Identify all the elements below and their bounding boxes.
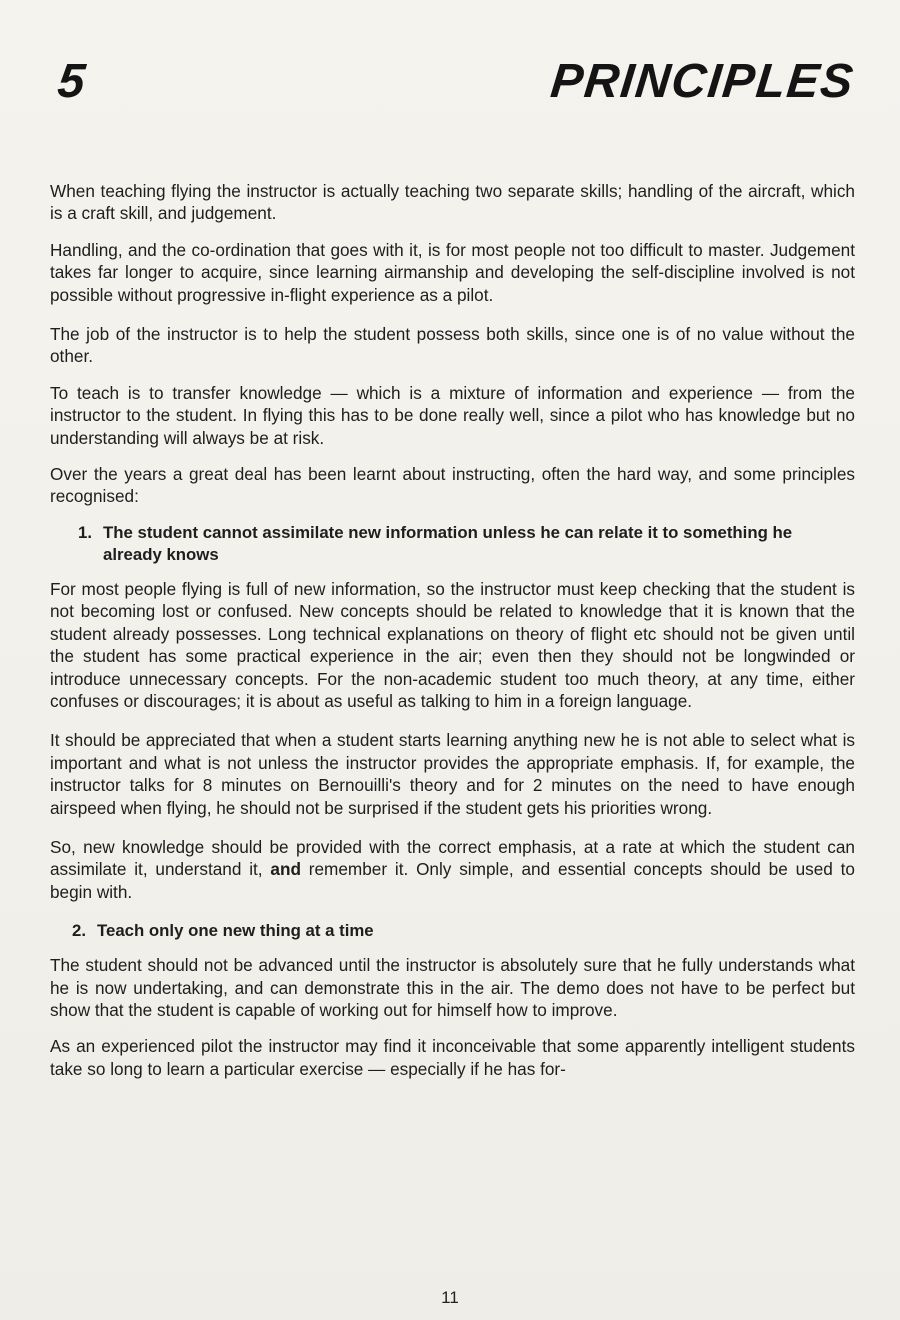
section-number: 1. <box>78 522 92 542</box>
section-heading-text: The student cannot assimilate new information unless he can relate it to something he already knows <box>103 522 793 564</box>
paragraph: Handling, and the co-ordination that goes with it, is for most people not too difficult to master. Judgement takes far longer to acquire, since learning airmanship and developing the self-discipline involved is not possible without progressive in-flight experience as a pilot. <box>50 239 855 305</box>
paragraph: The student should not be advanced until the instructor is absolutely sure that he fully understands what he is now undertaking, and can demonstrate this in the air. The demo does not have to be perfect but show that the student is capable of working out for himself how to improve. <box>50 955 855 1020</box>
paragraph <box>50 836 855 903</box>
chapter-title: PRINCIPLES <box>548 55 857 108</box>
section-heading-text: Teach only one new thing at a time <box>97 921 374 941</box>
page-number: 11 <box>441 1288 459 1307</box>
section-2-heading <box>72 920 855 942</box>
body-text <box>50 180 855 1094</box>
paragraph: Over the years a great deal has been learnt about instructing, often the hard way, and some principles recognised: <box>50 464 855 507</box>
paragraph: When teaching flying the instructor is actually teaching two separate skills; handling of the aircraft, which is a craft skill, and judgement. <box>50 181 855 224</box>
paragraph: As an experienced pilot the instructor may find it inconceivable that some apparently intelligent students take so long to learn a particular exercise — especially if he has for- <box>50 1036 855 1079</box>
emphasis-text: and <box>270 859 301 880</box>
section-1-heading <box>78 522 855 566</box>
paragraph: For most people flying is full of new information, so the instructor must keep checking that the student is not becoming lost or confused. New concepts should be related to knowledge that it is known that the student already possesses. Long technical explanations on theory of flight etc should not be given until the student has some practical experience in the air; even then they should not be longwinded or introduce unnecessary concepts. For the non-academic student too much theory, at any time, either confuses or discourages; it is about as useful as talking to him in a foreign language. <box>50 578 855 711</box>
paragraph: It should be appreciated that when a student starts learning anything new he is not able to select what is important and what is not unless the instructor provides the appropriate emphasis. If, for example, the instructor talks for 8 minutes on Bernouilli's theory and for 2 minutes on the need to have enough airspeed when flying, he should not be surprised if the student gets his priorities wrong. <box>50 730 855 818</box>
paragraph-text: So, new knowledge should be provided with the correct emphasis, at a rate at which the student can assimilate it, understand it, <box>50 836 855 880</box>
paragraph: To teach is to transfer knowledge — which is a mixture of information and experience — from the instructor to the student. In flying this has to be done really well, since a pilot who has knowledge but no understanding will always be at risk. <box>50 382 855 448</box>
section-number: 2. <box>72 921 86 941</box>
paragraph: The job of the instructor is to help the student possess both skills, since one is of no value without the other. <box>50 324 855 367</box>
paragraph-text: remember it. Only simple, and essential concepts should be used to begin with. <box>50 859 855 902</box>
chapter-number: 5 <box>55 55 89 108</box>
